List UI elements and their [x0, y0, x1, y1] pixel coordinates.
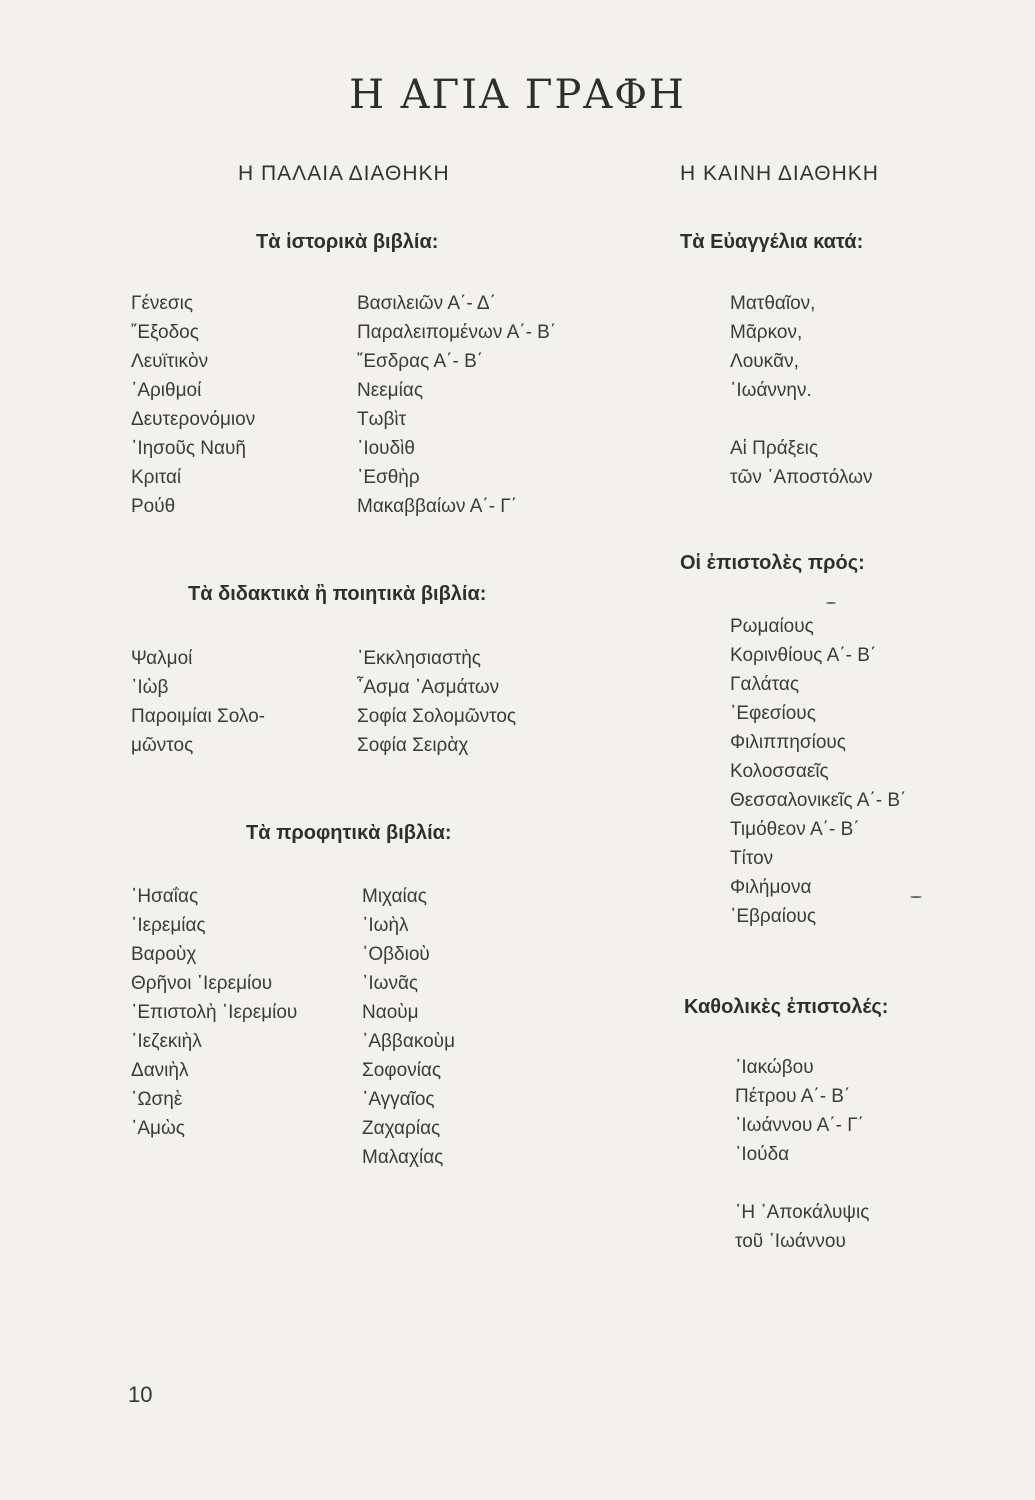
gospels-list: [730, 289, 815, 405]
list-item: Κολοσσαεῖς: [730, 761, 829, 782]
acts-title: [730, 434, 873, 492]
list-item: Μακαββαίων Α΄- Γ΄: [357, 496, 518, 517]
list-item: ᾿Αγγαῖος: [362, 1089, 435, 1110]
list-item: μῶντος: [131, 735, 194, 756]
list-item: ᾿Εκκλησιαστὴς: [357, 648, 481, 669]
list-item: Φιλιππησίους: [730, 732, 846, 753]
list-item: ᾿Ιούδα: [735, 1144, 790, 1165]
page-number: 10: [128, 1382, 153, 1407]
historical-books-heading: Τὰ ἱστορικὰ βιβλία:: [256, 231, 439, 253]
list-item: Βασιλειῶν Α΄- Δ΄: [357, 293, 496, 314]
list-item: ῾Ιερεμίας: [131, 915, 206, 936]
list-item: ῾Η ᾿Αποκάλυψις: [735, 1202, 870, 1223]
ink-mark: [910, 896, 922, 898]
list-item: Φιλήμονα: [730, 877, 812, 898]
epistles-list: [730, 612, 906, 931]
list-item: Θρῆνοι ῾Ιερεμίου: [131, 973, 273, 994]
gospels-heading: Τὰ Εὐαγγέλια κατά:: [680, 231, 864, 253]
list-item: Σοφία Σειρὰχ: [357, 735, 469, 756]
list-item: ῎Εσδρας Α΄- Β΄: [357, 351, 484, 372]
prophetic-books-col1: [131, 882, 297, 1143]
list-item: Τιμόθεον Α΄- Β΄: [730, 819, 860, 840]
list-item: Πέτρου Α΄- Β΄: [735, 1086, 851, 1107]
list-item: Γαλάτας: [730, 674, 800, 695]
page-title: Η ΑΓΙΑ ΓΡΑΦΗ: [349, 72, 686, 118]
catholic-epistles-heading: Καθολικὲς ἐπιστολές:: [684, 996, 889, 1018]
list-item: ᾿Ιακώβου: [735, 1057, 814, 1078]
list-item: ᾿Εβραίους: [730, 906, 817, 927]
list-item: ᾿Εφεσίους: [730, 703, 816, 724]
list-item: ᾿Αββακοὺμ: [362, 1031, 456, 1052]
list-item: ᾿Ιωάννην.: [730, 380, 812, 401]
list-item: Ρούθ: [131, 496, 176, 517]
list-item: ᾿Ιὼβ: [131, 677, 169, 698]
list-item: Δευτερονόμιον: [131, 409, 256, 430]
list-item: Μᾶρκον,: [730, 322, 803, 343]
list-item: Ναοὺμ: [362, 1002, 419, 1023]
list-item: Ματθαῖον,: [730, 293, 816, 314]
list-item: Θεσσαλονικεῖς Α΄- Β΄: [730, 790, 907, 811]
list-item: Βαροὺχ: [131, 944, 197, 965]
list-item: Νεεμίας: [357, 380, 423, 401]
list-item: Αἱ Πράξεις: [730, 438, 819, 459]
list-item: ᾿Ιουδὶθ: [357, 438, 415, 459]
list-item: ᾿Ιωάννου Α΄- Γ΄: [735, 1115, 865, 1136]
list-item: ᾿Αριθμοί: [131, 380, 202, 401]
list-item: ᾿Εσθὴρ: [357, 467, 420, 488]
catholic-epistles-list: [735, 1053, 864, 1169]
ink-mark: [826, 602, 836, 604]
list-item: Μιχαίας: [362, 886, 427, 907]
poetic-books-col1: [131, 644, 265, 760]
list-item: Λευϊτικὸν: [131, 351, 209, 372]
list-item: ᾿Οβδιοὺ: [362, 944, 430, 965]
list-item: Λουκᾶν,: [730, 351, 799, 372]
list-item: Ζαχαρίας: [362, 1118, 441, 1139]
list-item: Δανιὴλ: [131, 1060, 189, 1081]
list-item: Ψαλμοί: [131, 648, 193, 669]
list-item: ᾿Ιωνᾶς: [362, 973, 419, 994]
list-item: ᾿Επιστολὴ ῾Ιερεμίου: [131, 1002, 298, 1023]
new-testament-title: Η ΚΑΙΝΗ ΔΙΑΘΗΚΗ: [680, 162, 879, 185]
revelation-title: [735, 1198, 869, 1256]
historical-books-col2: [357, 289, 556, 521]
list-item: ῎Εξοδος: [131, 322, 199, 343]
list-item: ῾Ωσηὲ: [131, 1089, 183, 1110]
list-item: Γένεσις: [131, 293, 194, 314]
list-item: Μαλαχίας: [362, 1147, 444, 1168]
list-item: τῶν ᾿Αποστόλων: [730, 467, 873, 488]
historical-books-col1: [131, 289, 255, 521]
epistles-heading: Οἱ ἐπιστολὲς πρός:: [680, 552, 865, 574]
list-item: τοῦ ᾿Ιωάννου: [735, 1231, 846, 1252]
list-item: Κορινθίους Α΄- Β΄: [730, 645, 877, 666]
list-item: ῏Ασμα ᾿Ασμάτων: [357, 677, 500, 698]
list-item: Κριταί: [131, 467, 182, 488]
list-item: ᾿Ιεζεκιὴλ: [131, 1031, 202, 1052]
list-item: Τωβὶτ: [357, 409, 407, 430]
list-item: ᾿Ιησοῦς Ναυῆ: [131, 438, 246, 459]
poetic-books-col2: [357, 644, 516, 760]
list-item: Ρωμαίους: [730, 616, 814, 637]
list-item: ᾿Αμὼς: [131, 1118, 185, 1139]
list-item: Σοφία Σολομῶντος: [357, 706, 517, 727]
poetic-books-heading: Τὰ διδακτικὰ ἢ ποιητικὰ βιβλία:: [188, 583, 487, 605]
list-item: ᾿Ιωὴλ: [362, 915, 409, 936]
list-item: Σοφονίας: [362, 1060, 442, 1081]
prophetic-books-heading: Τὰ προφητικὰ βιβλία:: [246, 822, 452, 844]
prophetic-books-col2: [362, 882, 455, 1172]
list-item: Τίτον: [730, 848, 774, 869]
list-item: Παροιμίαι Σολο-: [131, 706, 266, 727]
old-testament-title: Η ΠΑΛΑΙΑ ΔΙΑΘΗΚΗ: [238, 162, 450, 185]
list-item: Παραλειπομένων Α΄- Β΄: [357, 322, 557, 343]
list-item: ῾Ησαΐας: [131, 886, 199, 907]
